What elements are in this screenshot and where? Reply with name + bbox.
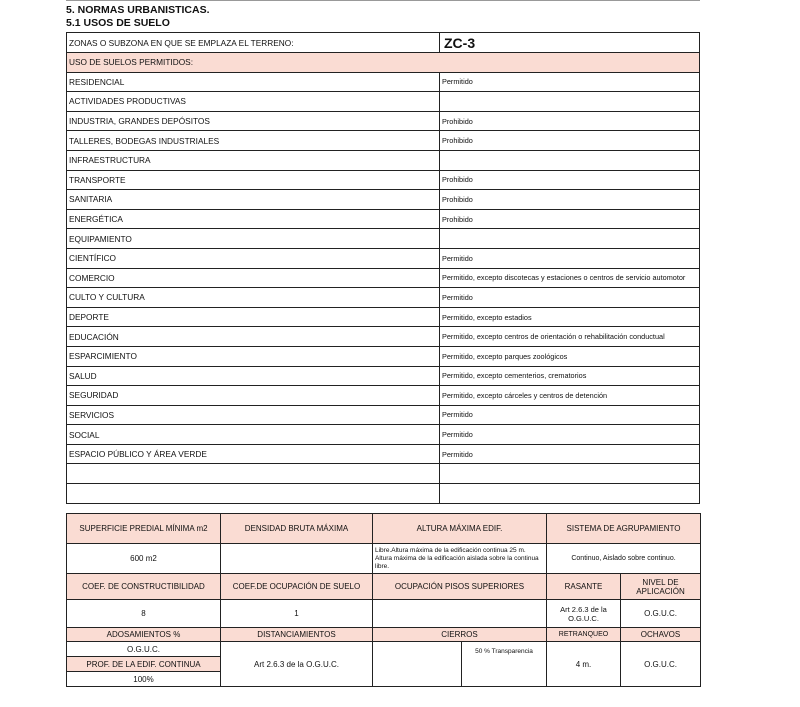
uso-value (440, 229, 700, 249)
uso-name: RESIDENCIAL (67, 72, 440, 92)
distanciamientos-value: Art 2.6.3 de la O.G.U.C. (221, 642, 373, 687)
uso-name: CULTO Y CULTURA (67, 288, 440, 308)
coef-const-label: COEF. DE CONSTRUCTIBILIDAD (67, 574, 221, 600)
uso-row (67, 248, 700, 268)
nivel-label: NIVEL DE APLICACIÓN (621, 574, 701, 600)
uso-value (440, 150, 700, 170)
rasante-label: RASANTE (547, 574, 621, 600)
zona-code: ZC-3 (440, 33, 700, 53)
prof-value: 100% (67, 672, 221, 687)
uso-row (67, 190, 700, 210)
uso-name (67, 464, 440, 484)
uso-name: ESPARCIMIENTO (67, 346, 440, 366)
uso-value: Permitido, excepto estadios (440, 307, 700, 327)
uso-value: Permitido, excepto centros de orientación o rehabilitación conductual (440, 327, 700, 347)
uso-value: Prohibido (440, 170, 700, 190)
uso-value (440, 464, 700, 484)
uso-row (67, 268, 700, 288)
superficie-value: 600 m2 (67, 544, 221, 574)
uso-value: Permitido (440, 444, 700, 464)
uso-value: Permitido (440, 248, 700, 268)
uso-value: Permitido, excepto parques zoológicos (440, 346, 700, 366)
uso-row (67, 92, 700, 112)
uso-value: Permitido (440, 288, 700, 308)
uso-value: Permitido (440, 72, 700, 92)
superficie-label: SUPERFICIE PREDIAL MÍNIMA m2 (67, 514, 221, 544)
uso-row (67, 405, 700, 425)
uso-name: TRANSPORTE (67, 170, 440, 190)
section-title: 5. NORMAS URBANISTICAS. (66, 4, 210, 16)
uso-name: INFRAESTRUCTURA (67, 150, 440, 170)
coef-ocup-value: 1 (221, 600, 373, 628)
uso-name: SANITARIA (67, 190, 440, 210)
zona-label: ZONAS O SUBZONA EN QUE SE EMPLAZA EL TERRENO: (67, 33, 440, 53)
params-row-2-head (67, 574, 701, 600)
distanciamientos-label: DISTANCIAMIENTOS (221, 628, 373, 642)
coef-ocup-label: COEF.DE OCUPACIÓN DE SUELO (221, 574, 373, 600)
uso-row (67, 464, 700, 484)
subsection-title: 5.1 USOS DE SUELO (66, 17, 170, 29)
uso-header-row (67, 53, 700, 73)
altura-value: Libre.Altura máxima de la edificación continua 25 m. Altura máxima de la edificación aislada sobre la continua libre. (373, 544, 547, 574)
uso-name (67, 484, 440, 504)
uso-row (67, 366, 700, 386)
uso-row (67, 307, 700, 327)
params-row-2-values (67, 600, 701, 628)
adosamientos-label: ADOSAMIENTOS % (67, 628, 221, 642)
agrupamiento-label: SISTEMA DE AGRUPAMIENTO (547, 514, 701, 544)
top-rule (66, 0, 700, 1)
params-row-3a (67, 642, 701, 657)
uso-row (67, 111, 700, 131)
uso-name: SEGURIDAD (67, 386, 440, 406)
adosamientos-value: O.G.U.C. (67, 642, 221, 657)
ocup-pisos-value (373, 600, 547, 628)
usos-de-suelo-table (66, 32, 700, 504)
uso-value (440, 92, 700, 112)
uso-row (67, 425, 700, 445)
uso-name: CIENTÍFICO (67, 248, 440, 268)
uso-name: SALUD (67, 366, 440, 386)
params-row-1-head (67, 514, 701, 544)
cierros-label: CIERROS (373, 628, 547, 642)
densidad-value (221, 544, 373, 574)
uso-value: Prohibido (440, 209, 700, 229)
prof-label: PROF. DE LA EDIF. CONTINUA (67, 657, 221, 672)
ocup-pisos-label: OCUPACIÓN PISOS SUPERIORES (373, 574, 547, 600)
uso-value: Permitido, excepto cementerios, crematorios (440, 366, 700, 386)
uso-value: Prohibido (440, 190, 700, 210)
cierros-value (373, 642, 462, 686)
densidad-label: DENSIDAD BRUTA MÁXIMA (221, 514, 373, 544)
uso-value: Permitido, excepto discotecas y estaciones o centros de servicio automotor (440, 268, 700, 288)
uso-value (440, 484, 700, 504)
uso-name: ACTIVIDADES PRODUCTIVAS (67, 92, 440, 112)
uso-name: COMERCIO (67, 268, 440, 288)
uso-row (67, 386, 700, 406)
uso-name: SOCIAL (67, 425, 440, 445)
uso-name: DEPORTE (67, 307, 440, 327)
zona-row (67, 33, 700, 53)
uso-row (67, 327, 700, 347)
uso-name: EDUCACIÓN (67, 327, 440, 347)
retranqueo-value: 4 m. (547, 642, 621, 687)
uso-name: TALLERES, BODEGAS INDUSTRIALES (67, 131, 440, 151)
uso-value: Prohibido (440, 131, 700, 151)
uso-row (67, 229, 700, 249)
uso-row (67, 346, 700, 366)
uso-name: EQUIPAMIENTO (67, 229, 440, 249)
coef-const-value: 8 (67, 600, 221, 628)
uso-value: Prohibido (440, 111, 700, 131)
uso-row (67, 444, 700, 464)
ochavos-value: O.G.U.C. (621, 642, 701, 687)
uso-row (67, 209, 700, 229)
uso-name: SERVICIOS (67, 405, 440, 425)
nivel-value: O.G.U.C. (621, 600, 701, 628)
altura-label: ALTURA MÁXIMA EDIF. (373, 514, 547, 544)
rasante-value: Art 2.6.3 de la O.G.U.C. (547, 600, 621, 628)
uso-header: USO DE SUELOS PERMITIDOS: (67, 53, 700, 73)
uso-value: Permitido (440, 405, 700, 425)
uso-name: INDUSTRIA, GRANDES DEPÓSITOS (67, 111, 440, 131)
uso-row (67, 288, 700, 308)
ochavos-label: OCHAVOS (621, 628, 701, 642)
retranqueo-label: RETRANQUEO (547, 628, 621, 642)
uso-value: Permitido (440, 425, 700, 445)
usos-body (67, 72, 700, 503)
uso-row (67, 170, 700, 190)
uso-name: ENERGÉTICA (67, 209, 440, 229)
parametros-table (66, 513, 701, 687)
uso-value: Permitido, excepto cárceles y centros de detención (440, 386, 700, 406)
transparencia-value: 50 % Transparencia (475, 648, 533, 655)
uso-row (67, 150, 700, 170)
uso-row (67, 484, 700, 504)
agrupamiento-value: Continuo, Aislado sobre continuo. (547, 544, 701, 574)
uso-row (67, 72, 700, 92)
uso-name: ESPACIO PÚBLICO Y ÁREA VERDE (67, 444, 440, 464)
uso-row (67, 131, 700, 151)
params-row-3-head (67, 628, 701, 642)
params-row-1-values (67, 544, 701, 574)
